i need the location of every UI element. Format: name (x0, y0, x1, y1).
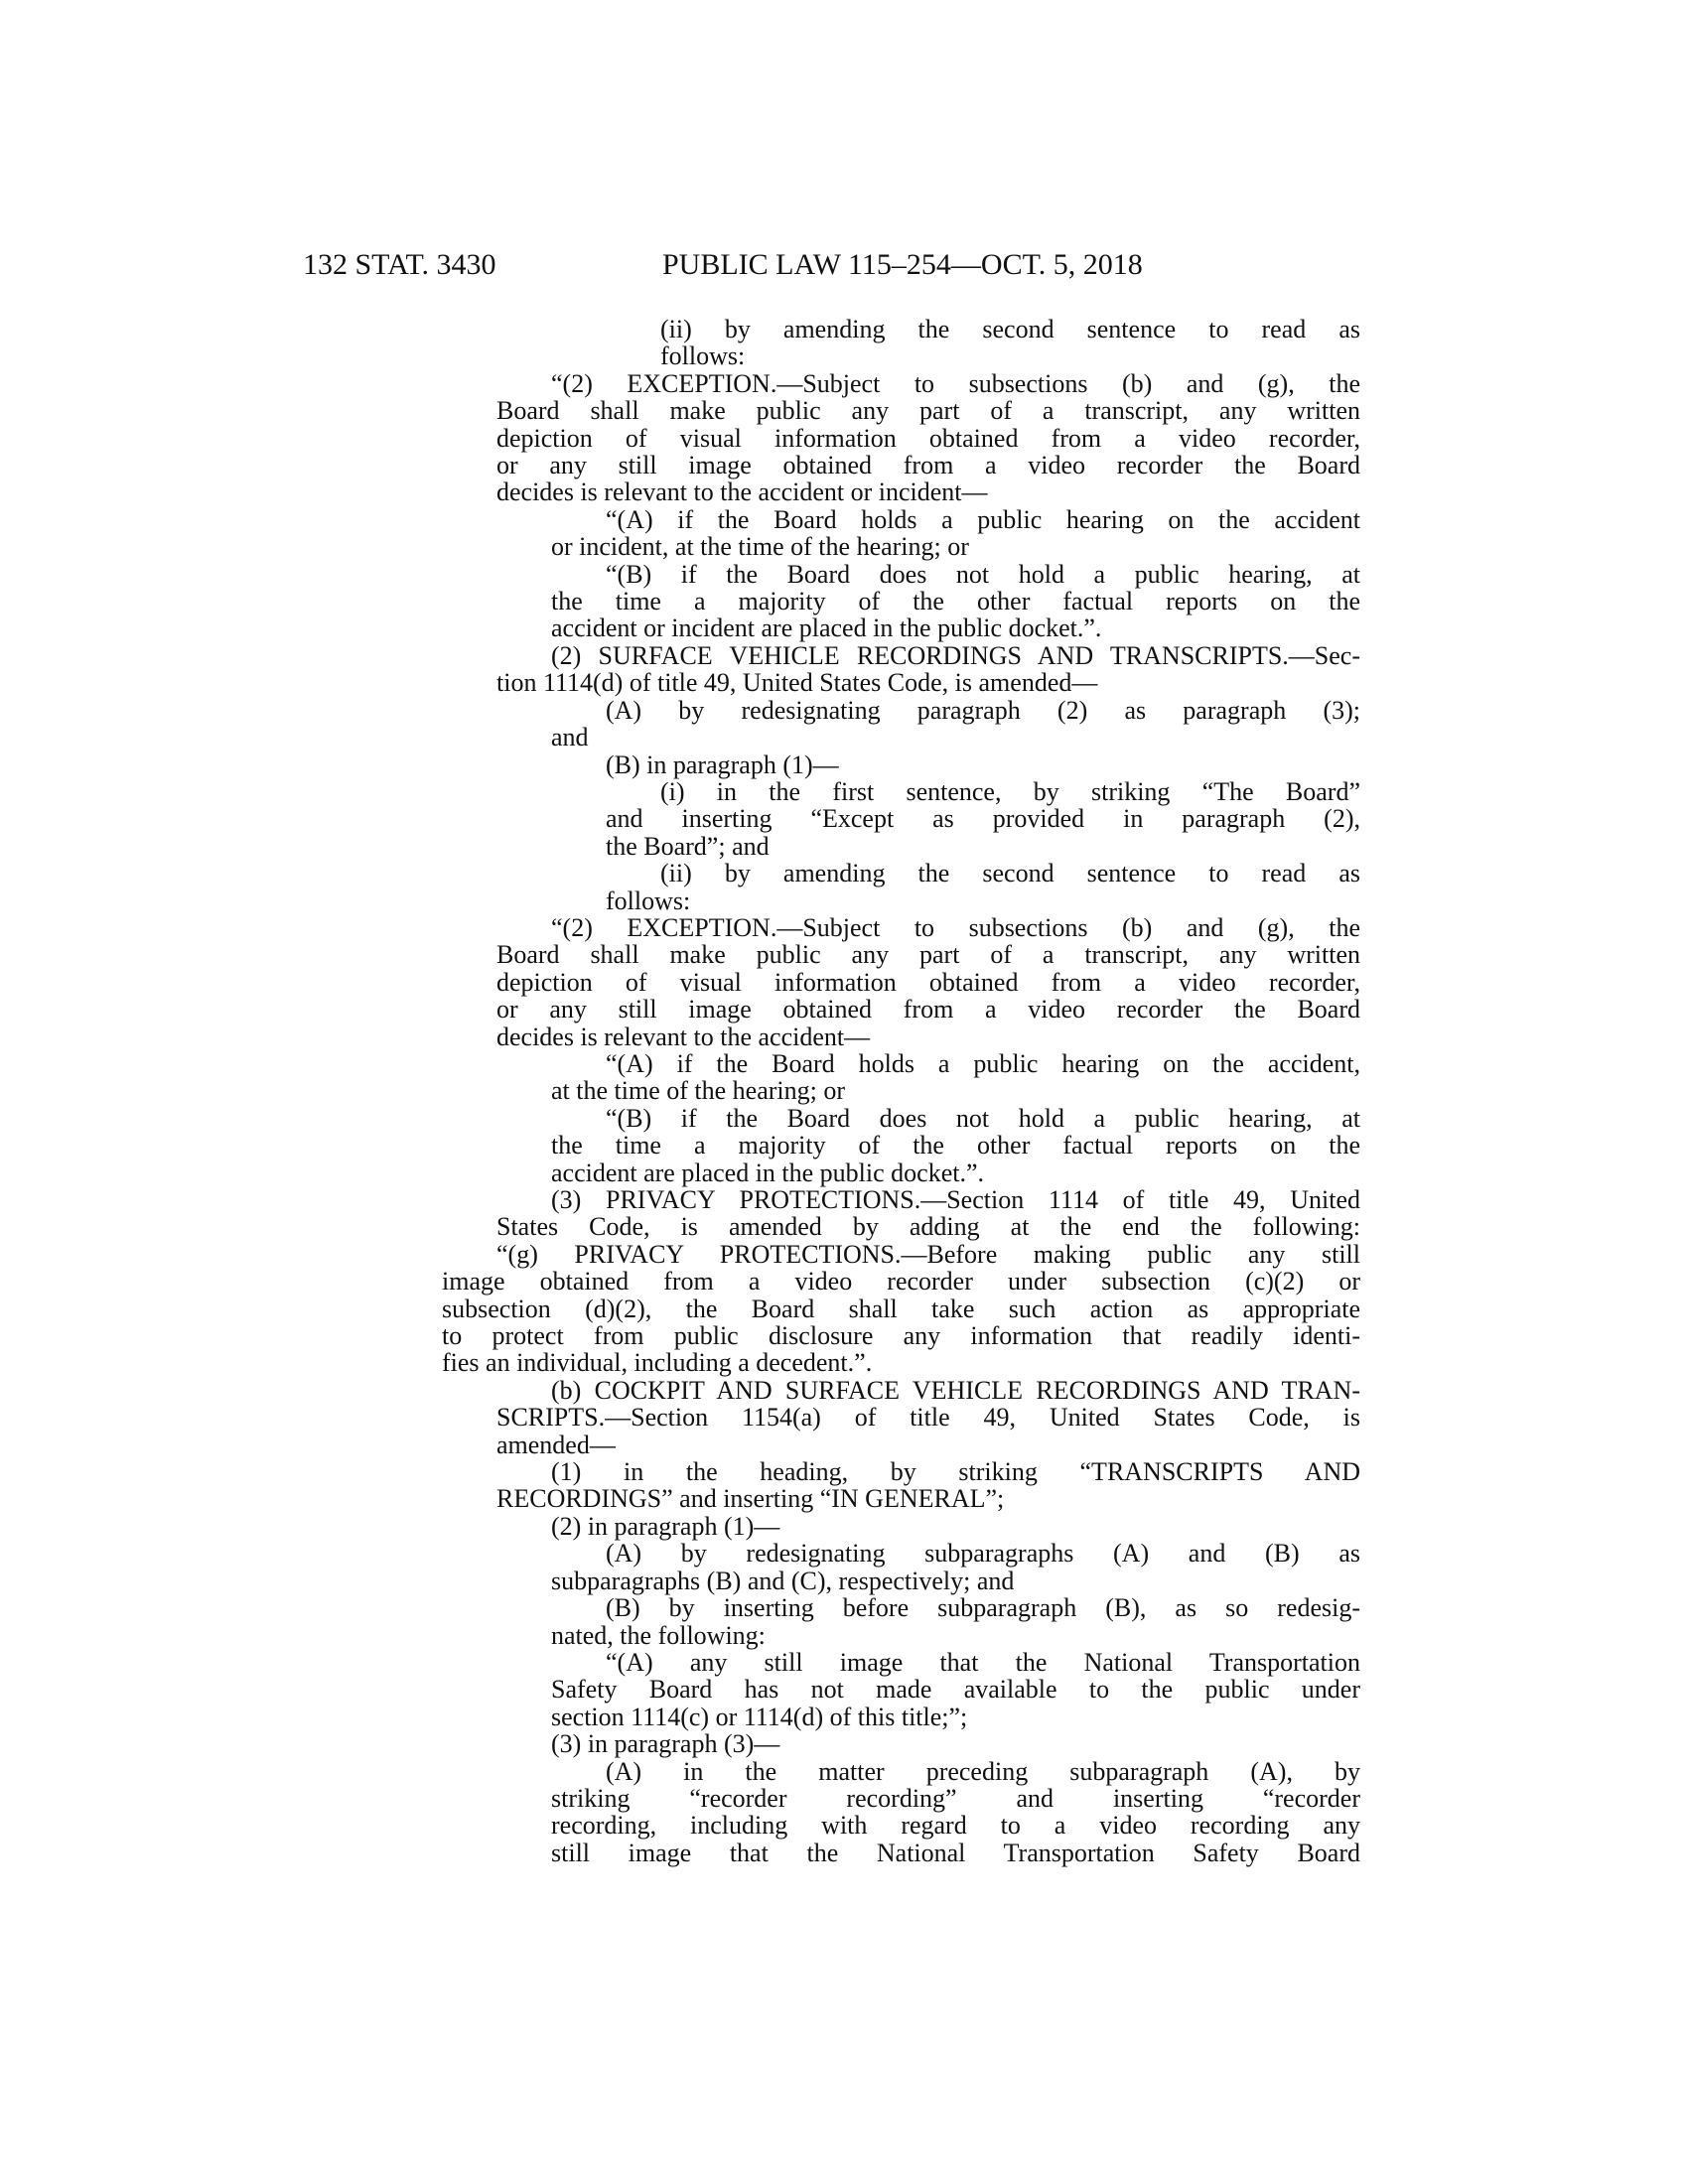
page-header (0, 248, 1688, 288)
text-line: the time a majority of the other factual reports on the (551, 587, 1360, 616)
text-line: subparagraphs (B) and (C), respectively; and (551, 1566, 1015, 1595)
text-line: (A) by redesignating paragraph (2) as paragraph (3); (606, 695, 1360, 725)
text-line: (ii) by amending the second sentence to read as (660, 315, 1360, 343)
text-line: (B) in paragraph (1)— (606, 750, 839, 779)
text-line: accident are placed in the public docket.”. (551, 1158, 985, 1187)
text-line: “(A) any still image that the National Transportation (606, 1647, 1360, 1677)
text-line: or any still image obtained from a video recorder the Board (496, 995, 1360, 1024)
text-line: nated, the following: (551, 1620, 766, 1650)
text-line: Board shall make public any part of a transcript, any written (496, 940, 1360, 970)
text-line: (B) by inserting before subparagraph (B), as so redesig- (606, 1593, 1360, 1623)
text-line: still image that the National Transportation Safety Board (551, 1838, 1360, 1867)
text-line: “(g) PRIVACY PROTECTIONS.—Before making public any still (496, 1239, 1360, 1269)
text-line: (2) in paragraph (1)— (551, 1511, 780, 1541)
text-line: amended— (496, 1430, 616, 1459)
text-line: and inserting “Except as provided in paragraph (2), (606, 804, 1360, 834)
running-title: PUBLIC LAW 115–254—OCT. 5, 2018 (662, 248, 1143, 281)
text-line: at the time of the hearing; or (551, 1076, 846, 1106)
text-line: “(2) EXCEPTION.—Subject to subsections (b) and (g), the (551, 368, 1360, 398)
statute-page-number: 132 STAT. 3430 (303, 248, 496, 281)
text-line: “(A) if the Board holds a public hearing on the accident (606, 504, 1360, 534)
text-line: the Board”; and (606, 831, 770, 861)
text-line: tion 1114(d) of title 49, United States Code, is amended— (496, 668, 1098, 698)
text-line: accident or incident are placed in the public docket.”. (551, 614, 1102, 643)
text-line: image obtained from a video recorder under subsection (c)(2) or (442, 1267, 1360, 1297)
text-line: Safety Board has not made available to the public under (551, 1675, 1360, 1705)
text-line: striking “recorder recording” and inserting “recorder (551, 1783, 1360, 1813)
text-line: or incident, at the time of the hearing; or (551, 532, 969, 562)
text-line: RECORDINGS” and inserting “IN GENERAL”; (496, 1484, 1005, 1514)
text-line: “(B) if the Board does not hold a public hearing, at (606, 559, 1360, 589)
text-line: or any still image obtained from a video recorder the Board (496, 451, 1360, 480)
text-line: subsection (d)(2), the Board shall take such action as appropriate (442, 1294, 1360, 1323)
text-line: decides is relevant to the accident or incident— (496, 478, 988, 507)
text-line: (3) in paragraph (3)— (551, 1729, 780, 1759)
text-line: follows: (660, 341, 746, 371)
text-line: “(A) if the Board holds a public hearing on the accident, (606, 1048, 1360, 1078)
text-line: the time a majority of the other factual reports on the (551, 1131, 1360, 1160)
text-line: Board shall make public any part of a transcript, any written (496, 396, 1360, 426)
text-line: (A) in the matter preceding subparagraph (A), by (606, 1756, 1360, 1786)
text-line: depiction of visual information obtained from a video recorder, (496, 967, 1360, 997)
text-line: depiction of visual information obtained from a video recorder, (496, 423, 1360, 453)
text-line: (ii) by amending the second sentence to read as (660, 859, 1360, 888)
text-line: (b) COCKPIT AND SURFACE VEHICLE RECORDINGS AND TRAN- (551, 1375, 1360, 1405)
text-line: “(B) if the Board does not hold a public hearing, at (606, 1103, 1360, 1133)
text-line: SCRIPTS.—Section 1154(a) of title 49, United States Code, is (496, 1403, 1360, 1433)
text-line: (3) PRIVACY PROTECTIONS.—Section 1114 of title 49, United (551, 1185, 1360, 1214)
statute-text-body (442, 315, 1360, 1867)
text-line: States Code, is amended by adding at the end the following: (496, 1212, 1360, 1242)
text-line: follows: (606, 886, 691, 915)
text-line: “(2) EXCEPTION.—Subject to subsections (b) and (g), the (551, 912, 1360, 942)
text-line: (i) in the first sentence, by striking “The Board” (660, 776, 1360, 806)
text-line: fies an individual, including a decedent.”. (442, 1348, 873, 1378)
text-line: and (551, 723, 589, 752)
text-line: (2) SURFACE VEHICLE RECORDINGS AND TRANSCRIPTS.—Sec- (551, 640, 1360, 670)
text-line: recording, including with regard to a video recording any (551, 1811, 1360, 1841)
text-line: (A) by redesignating subparagraphs (A) and (B) as (606, 1539, 1360, 1569)
text-line: section 1114(c) or 1114(d) of this title;”; (551, 1702, 968, 1731)
text-line: to protect from public disclosure any information that readily identi- (442, 1321, 1360, 1351)
text-line: (1) in the heading, by striking “TRANSCRIPTS AND (551, 1457, 1360, 1487)
text-line: decides is relevant to the accident— (496, 1022, 871, 1051)
